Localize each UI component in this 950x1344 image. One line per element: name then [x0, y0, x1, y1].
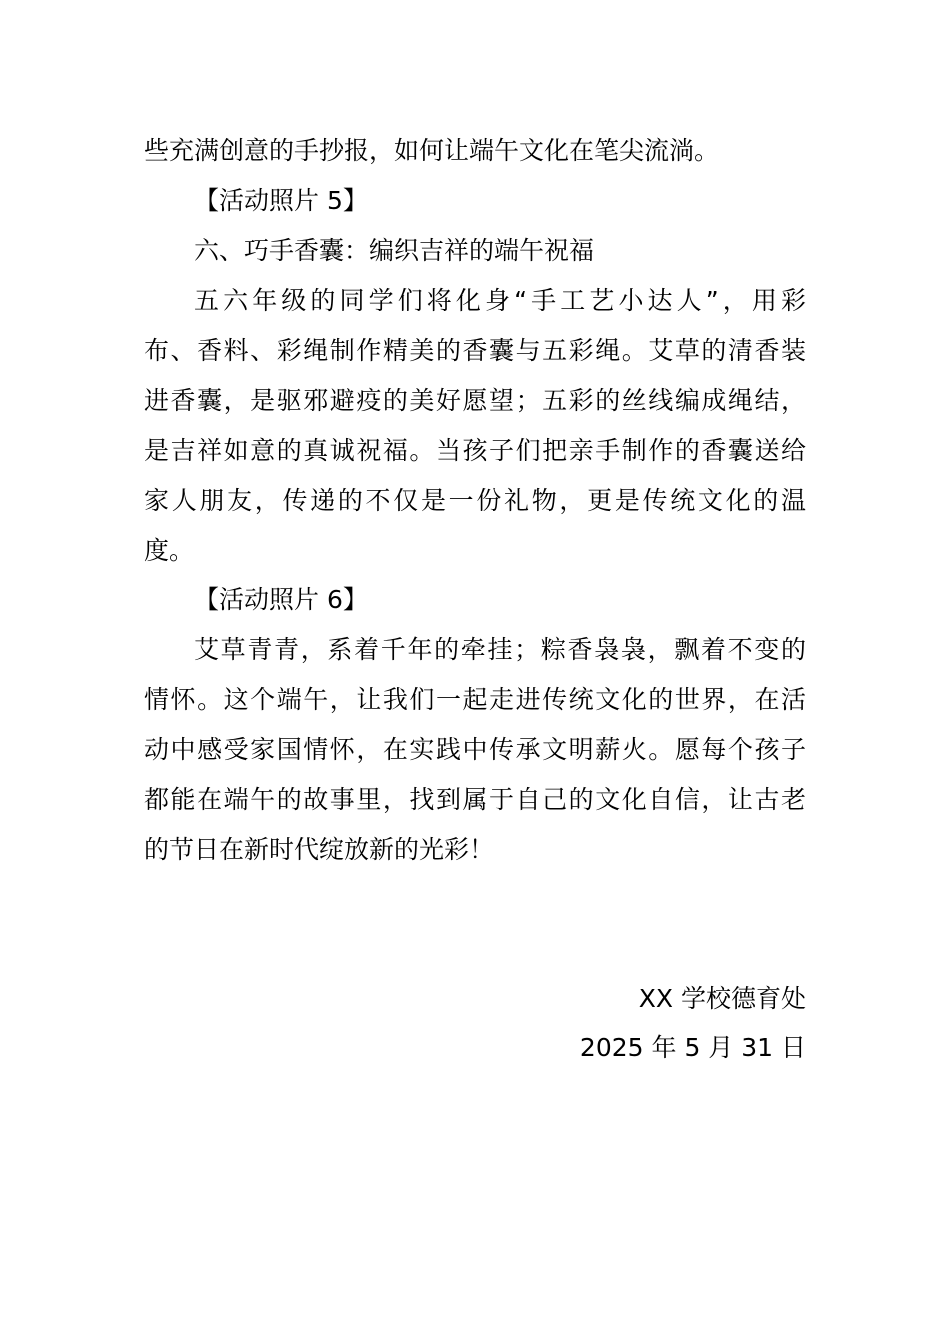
paragraph-line: 情怀。这个端午，让我们一起走进传统文化的世界，在活 — [144, 685, 806, 714]
paragraph-line: 的节日在新时代绽放新的光彩！ — [144, 835, 495, 864]
paragraph-line: 都能在端午的故事里，找到属于自己的文化自信，让古老 — [144, 785, 806, 814]
photo-placeholder-6: 【活动照片 6】 — [194, 585, 368, 614]
paragraph-line: 动中感受家国情怀，在实践中传承文明薪火。愿每个孩子 — [144, 735, 806, 764]
signature-date: 2025 年 5 月 31 日 — [579, 1033, 806, 1062]
paragraph-line: 进香囊，是驱邪避疫的美好愿望；五彩的丝线编成绳结， — [144, 386, 806, 415]
paragraph-line: 些充满创意的手抄报，如何让端午文化在笔尖流淌。 — [144, 136, 720, 165]
paragraph-line: 家人朋友，传递的不仅是一份礼物，更是传统文化的温 — [144, 486, 806, 515]
paragraph-line: 五六年级的同学们将化身“手工艺小达人”，用彩 — [194, 286, 806, 315]
photo-placeholder-5: 【活动照片 5】 — [194, 186, 368, 215]
paragraph-line: 艾草青青，系着千年的牵挂；粽香袅袅，飘着不变的 — [194, 635, 806, 664]
paragraph-line: 度。 — [144, 536, 195, 565]
paragraph-line: 布、香料、彩绳制作精美的香囊与五彩绳。艾草的清香装 — [144, 336, 806, 365]
section-heading: 六、巧手香囊：编织吉祥的端午祝福 — [194, 236, 595, 265]
signature-org: XX 学校德育处 — [638, 984, 806, 1013]
paragraph-line: 是吉祥如意的真诚祝福。当孩子们把亲手制作的香囊送给 — [144, 436, 806, 465]
